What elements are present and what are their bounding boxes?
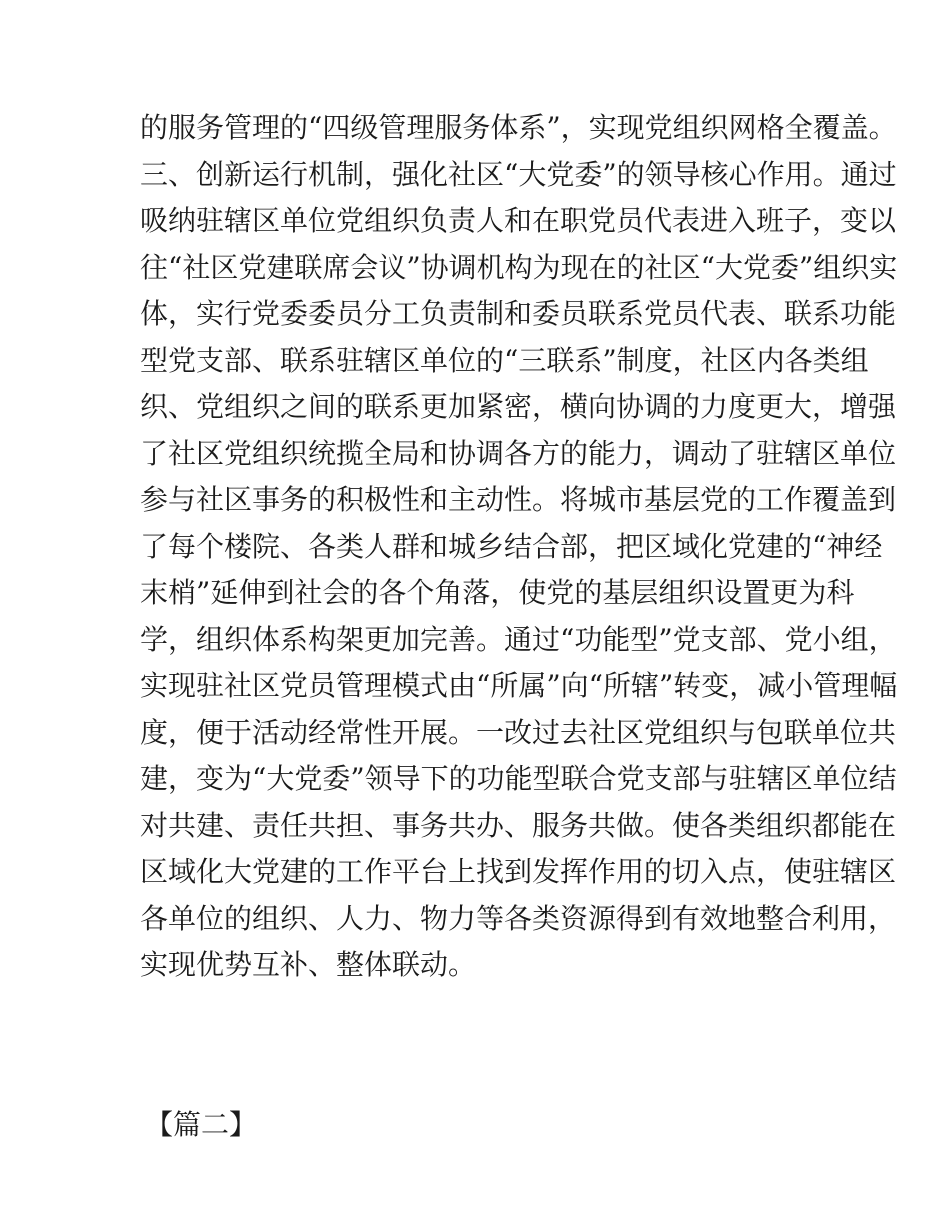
body-text — [140, 105, 898, 989]
text-line: 实现优势互补、整体联动。 — [140, 948, 477, 981]
text-line: 对共建、责任共担、事务共办、服务共做。使各类组织都能在 — [140, 808, 897, 842]
text-line: 度，便于活动经常性开展。一改过去社区党组织与包联单位共 — [140, 715, 897, 749]
text-line: 体，实行党委委员分工负责制和委员联系党员代表、联系功能 — [140, 297, 897, 330]
text-line: 三、创新运行机制，强化社区“大党委”的领导核心作用。通过 — [140, 157, 897, 191]
text-line: 各单位的组织、人力、物力等各类资源得到有效地整合利用， — [140, 901, 897, 935]
text-line: 参与社区事务的积极性和主动性。将城市基层党的工作覆盖到 — [140, 483, 897, 516]
section-heading: 【篇二】 — [145, 1108, 258, 1141]
text-line: 了社区党组织统揽全局和协调各方的能力，调动了驻辖区单位 — [140, 436, 897, 470]
text-line: 织、党组织之间的联系更加紧密，横向协调的力度更大，增强 — [140, 390, 897, 423]
text-line: 学，组织体系构架更加完善。通过“功能型”党支部、党小组， — [140, 622, 897, 656]
text-line: 了每个楼院、各类人群和城乡结合部，把区域化党建的“神经 — [140, 529, 883, 563]
text-line: 建，变为“大党委”领导下的功能型联合党支部与驻辖区单位结 — [140, 762, 897, 795]
text-line: 末梢”延伸到社会的各个角落，使党的基层组织设置更为科 — [140, 576, 855, 609]
text-line: 型党支部、联系驻辖区单位的“三联系”制度，社区内各类组 — [140, 343, 869, 377]
text-line: 区域化大党建的工作平台上找到发挥作用的切入点，使驻辖区 — [140, 855, 897, 888]
text-line: 往“社区党建联席会议”协调机构为现在的社区“大党委”组织实 — [140, 250, 898, 284]
text-line: 的服务管理的“四级管理服务体系”，实现党组织网格全覆盖。 — [140, 111, 897, 144]
text-line: 吸纳驻辖区单位党组织负责人和在职党员代表进入班子，变以 — [140, 204, 897, 237]
text-line: 实现驻社区党员管理模式由“所属”向“所辖”转变，减小管理幅 — [140, 669, 898, 702]
